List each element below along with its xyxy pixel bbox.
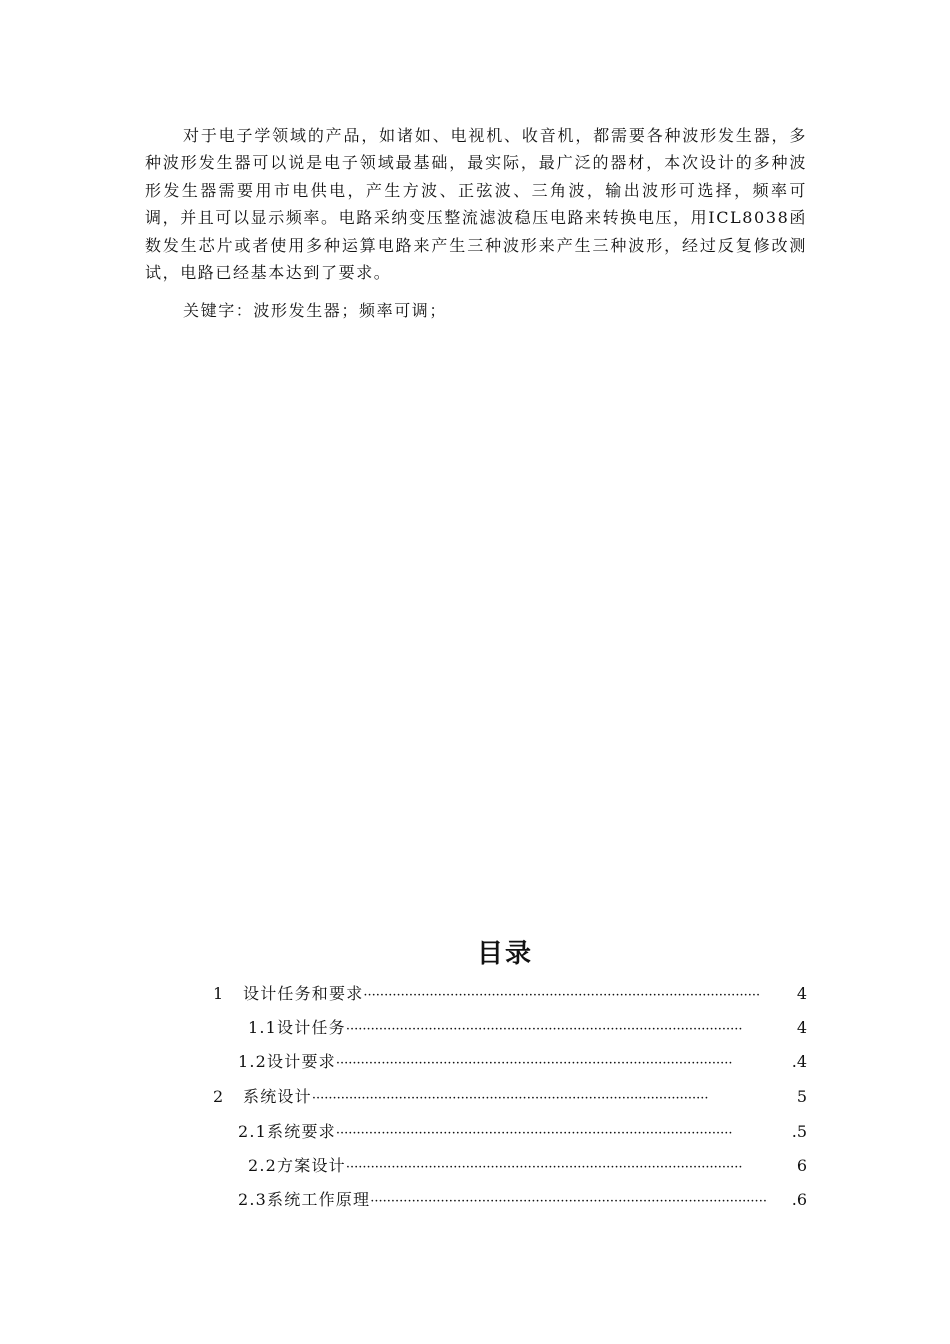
keywords-line: 关键字：波形发生器；频率可调； [183, 301, 448, 320]
toc-leader-dots: ································································································ [370, 1194, 767, 1209]
toc-entry-page: 4 [796, 984, 807, 1003]
toc-leader-dots: ································································································ [363, 988, 761, 1003]
toc-leader-dots: ································································································ [311, 1091, 709, 1106]
toc-entry-2-3[interactable] [238, 1188, 807, 1212]
toc-entry-text: 系统设计 [243, 1087, 312, 1106]
toc-entry-page: 5 [796, 1087, 807, 1106]
toc-entry-page: 6 [796, 1156, 807, 1175]
toc-entry-page: .4 [791, 1052, 807, 1071]
toc-entry-text: 2.2方案设计 [248, 1156, 346, 1175]
toc-entry-text: 2.1系统要求 [238, 1122, 336, 1141]
abstract-paragraph: 对于电子学领域的产品，如诸如、电视机、收音机，都需要各种波形发生器，多种波形发生器可以说是电子领域最基础，最实际，最广泛的器材，本次设计的多种波形发生器需要用市电供电，产生方波、正弦波、三角波，输出波形可选择，频率可调，并且可以显示频率。电路采纳变压整流滤波稳压电路来转换电压，用ICL8038函数发生芯片或者使用多种运算电路来产生三种波形来产生三种波形，经过反复修改测试，电路已经基本达到了要求。 [145, 126, 807, 283]
toc-entry-page: .6 [791, 1190, 807, 1209]
toc-entry-text: 2.3系统工作原理 [238, 1190, 371, 1209]
toc-entry-2[interactable] [213, 1085, 807, 1109]
toc-leader-dots: ································································································ [335, 1056, 733, 1071]
toc-leader-dots: ································································································ [345, 1022, 743, 1037]
toc-entry-text: 设计任务和要求 [243, 984, 364, 1003]
toc-entry-page: .5 [791, 1122, 807, 1141]
toc-entry-2-1[interactable] [238, 1120, 807, 1144]
toc-entry-page: 4 [796, 1018, 807, 1037]
toc-entry-text: 1.1设计任务 [248, 1018, 346, 1037]
toc-leader-dots: ································································································ [345, 1160, 743, 1175]
toc-entry-number: 2 [213, 1087, 225, 1106]
toc-entry-1-1[interactable] [248, 1016, 807, 1040]
toc-entry-1[interactable] [213, 982, 807, 1006]
toc-entry-1-2[interactable] [238, 1050, 807, 1074]
toc-leader-dots: ································································································ [335, 1126, 733, 1141]
toc-entry-text: 1.2设计要求 [238, 1052, 336, 1071]
toc-entry-2-2[interactable] [248, 1154, 807, 1178]
toc-title: 目录 [476, 939, 533, 969]
toc-entry-number: 1 [213, 984, 225, 1003]
